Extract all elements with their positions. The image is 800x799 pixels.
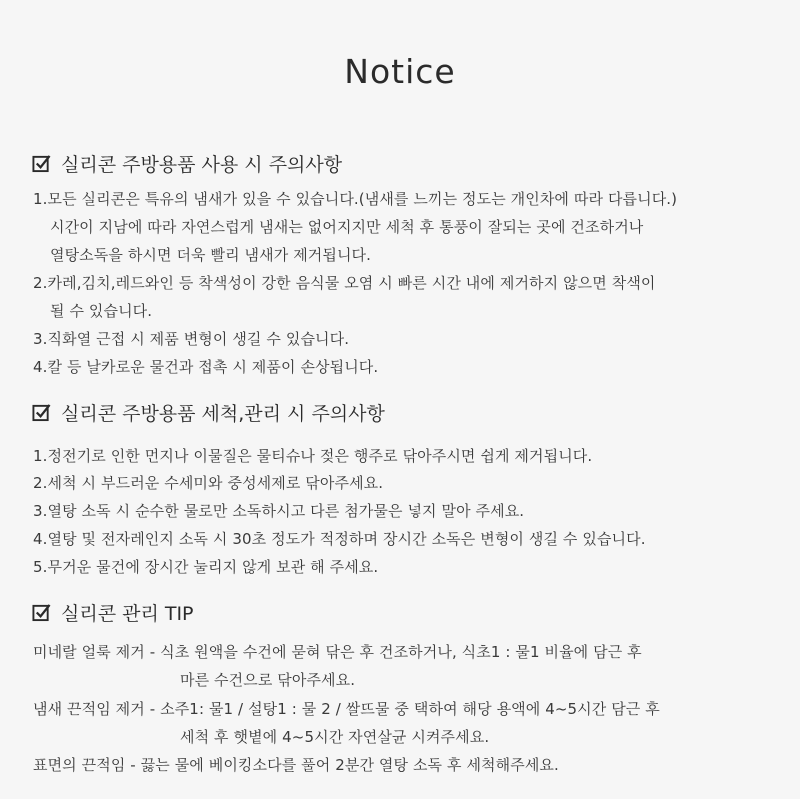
- tip-line: 세척 후 햇볕에 4~5시간 자연살균 시켜주세요.: [180, 728, 490, 746]
- checkbox-icon: [32, 154, 51, 173]
- notice-line: 2.카레,김치,레드와인 등 착색성이 강한 음식물 오염 시 빠른 시간 내에 제거하지 않으면 착색이: [33, 274, 656, 292]
- notice-line: 3.직화열 근접 시 제품 변형이 생길 수 있습니다.: [33, 330, 350, 348]
- notice-line: 4.열탕 및 전자레인지 소독 시 30초 정도가 적정하며 장시간 소독은 변형이 생길 수 있습니다.: [33, 530, 646, 548]
- section-heading-usage: [32, 150, 342, 177]
- notice-line: 2.세척 시 부드러운 수세미와 중성세제로 닦아주세요.: [33, 474, 384, 492]
- section-heading-text: 실리콘 주방용품 사용 시 주의사항: [61, 154, 343, 176]
- tip-line: 표면의 끈적임 - 끓는 물에 베이킹소다를 풀어 2분간 열탕 소독 후 세척해주세요.: [33, 756, 559, 774]
- tip-line: 미네랄 얼룩 제거 - 식초 원액을 수건에 묻혀 닦은 후 건조하거나, 식초1 : 물1 비율에 담근 후: [33, 643, 642, 661]
- notice-line: 될 수 있습니다.: [50, 302, 153, 320]
- notice-line: 4.칼 등 날카로운 물건과 접촉 시 제품이 손상됩니다.: [33, 358, 379, 376]
- tip-line: 냄새 끈적임 제거 - 소주1: 물1 / 설탕1 : 물 2 / 쌀뜨물 중 택하여 해당 용액에 4~5시간 담근 후: [33, 700, 660, 718]
- notice-line: 3.열탕 소독 시 순수한 물로만 소독하시고 다른 첨가물은 넣지 말아 주세요.: [33, 502, 525, 520]
- section-heading-text: 실리콘 주방용품 세척,관리 시 주의사항: [61, 403, 385, 425]
- page-title: Notice: [344, 52, 456, 91]
- checkbox-icon: [32, 403, 51, 422]
- notice-line: 5.무거운 물건에 장시간 눌리지 않게 보관 해 주세요.: [33, 558, 379, 576]
- section-heading-tip: [32, 599, 194, 626]
- notice-line: 1.정전기로 인한 먼지나 이물질은 물티슈나 젖은 행주로 닦아주시면 쉽게 제거됩니다.: [33, 447, 593, 465]
- notice-line: 시간이 지남에 따라 자연스럽게 냄새는 없어지지만 세척 후 통풍이 잘되는 곳에 건조하거나: [50, 218, 644, 236]
- section-heading-text: 실리콘 관리 TIP: [61, 603, 194, 625]
- notice-line: 1.모든 실리콘은 특유의 냄새가 있을 수 있습니다.(냄새를 느끼는 정도는 개인차에 따라 다릅니다.): [33, 190, 678, 208]
- notice-line: 열탕소독을 하시면 더욱 빨리 냄새가 제거됩니다.: [50, 246, 372, 264]
- tip-line: 마른 수건으로 닦아주세요.: [180, 671, 356, 689]
- checkbox-icon: [32, 603, 51, 622]
- section-heading-care: [32, 399, 385, 426]
